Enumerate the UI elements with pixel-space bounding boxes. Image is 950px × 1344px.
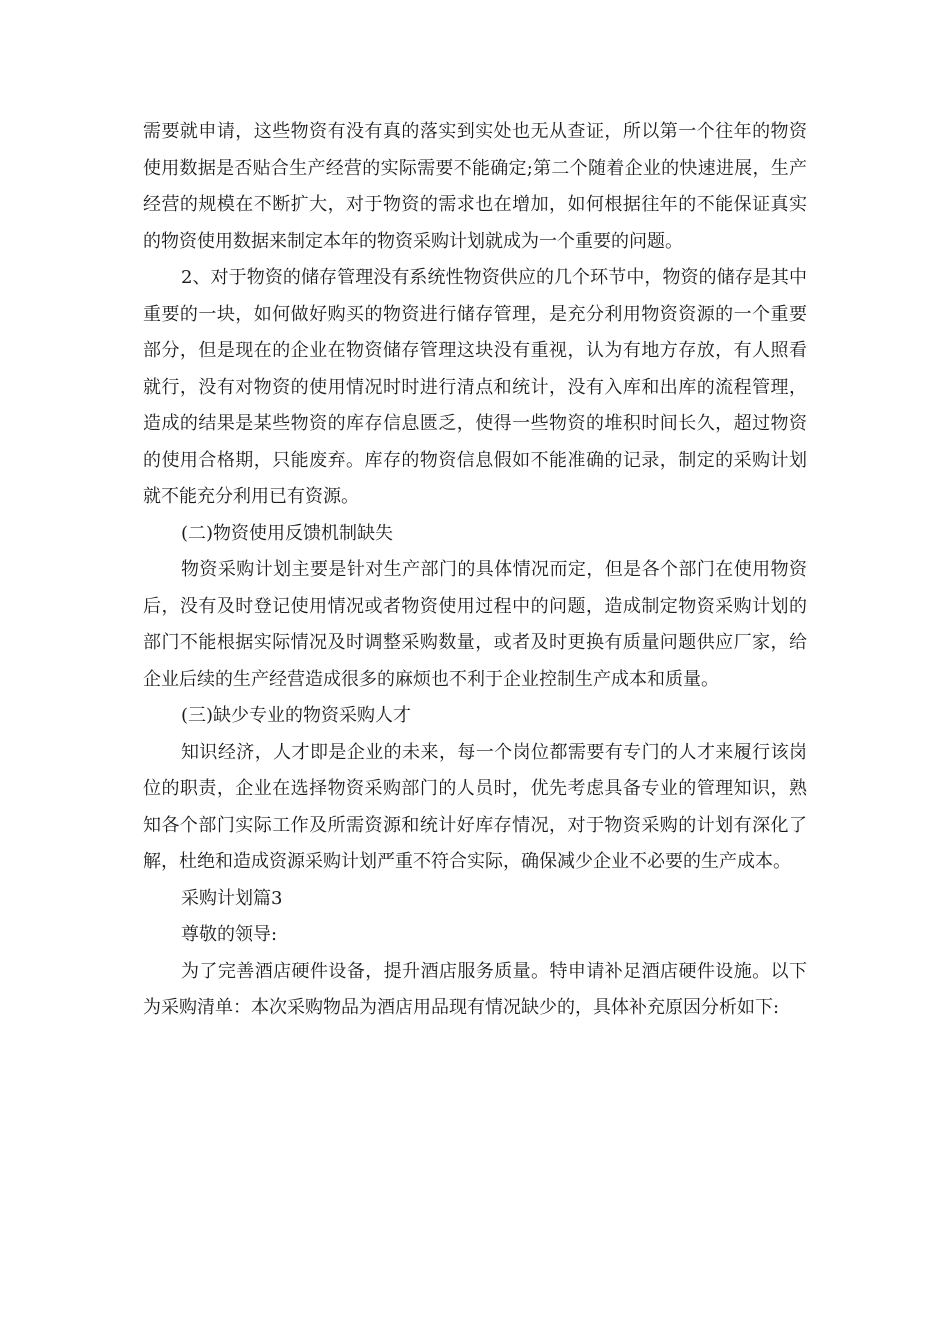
paragraph-request: 为了完善酒店硬件设备，提升酒店服务质量。特申请补足酒店硬件设施。以下为采购清单：本次采购物品为酒店用品现有情况缺少的，具体补充原因分析如下: <box>143 960 807 1018</box>
paragraph-talent: 知识经济，人才即是企业的未来，每一个岗位都需要有专门的人才来履行该岗位的职责，企业在选择物资采购部门的人员时，优先考虑具备专业的管理知识，熟知各个部门实际工作及所需资源和统计好库存情况，对于物资采购的计划有深化了解，杜绝和造成资源采购计划严重不符合实际，确保减少企业不必要的生产成本。 <box>143 741 807 872</box>
section-title-plan-3: 采购计划篇3 <box>181 887 283 909</box>
document-page <box>143 114 807 1027</box>
section-heading-feedback: (二)物资使用反馈机制缺失 <box>181 522 394 544</box>
paragraph-continuation: 需要就申请，这些物资有没有真的落实到实处也无从查证，所以第一个往年的物资使用数据是否贴合生产经营的实际需要不能确定;第二个随着企业的快速进展，生产经营的规模在不断扩大，对于物资的需求也在增加，如何根据往年的不能保证真实的物资使用数据来制定本年的物资采购计划就成为一个重要的问题。 <box>143 121 807 252</box>
paragraph-feedback: 物资采购计划主要是针对生产部门的具体情况而定，但是各个部门在使用物资后，没有及时登记使用情况或者物资使用过程中的问题，造成制定物资采购计划的部门不能根据实际情况及时调整采购数量，或者及时更换有质量问题供应厂家，给企业后续的生产经营造成很多的麻烦也不利于企业控制生产成本和质量。 <box>143 559 807 690</box>
paragraph-storage-management: 2、对于物资的储存管理没有系统性物资供应的几个环节中，物资的储存是其中重要的一块，如何做好购买的物资进行储存管理，是充分利用物资资源的一个重要部分，但是现在的企业在物资储存管理这块没有重视，认为有地方存放，有人照看就行，没有对物资的使用情况时时进行清点和统计，没有入库和出库的流程管理，造成的结果是某些物资的库存信息匮乏，使得一些物资的堆积时间长久，超过物资的使用合格期，只能废弃。库存的物资信息假如不能准确的记录，制定的采购计划就不能充分利用已有资源。 <box>143 267 807 507</box>
section-heading-talent: (三)缺少专业的物资采购人才 <box>181 705 412 726</box>
salutation: 尊敬的领导: <box>181 924 278 945</box>
